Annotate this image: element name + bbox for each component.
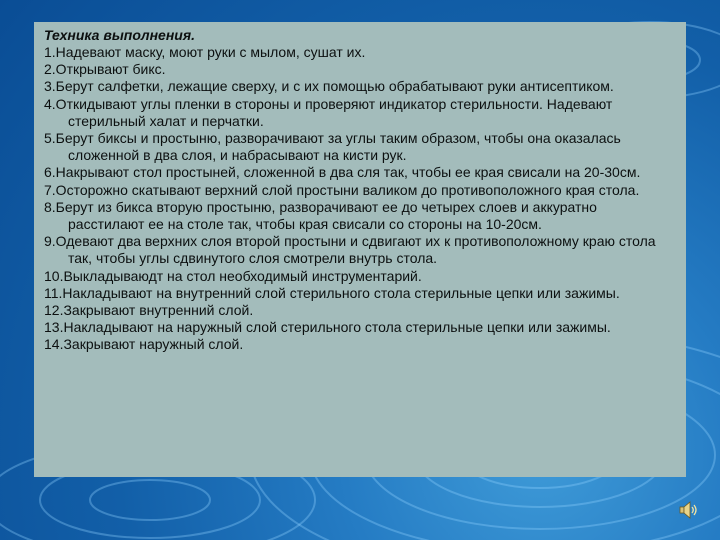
- list-item: 2.Открывают бикс.: [44, 61, 166, 78]
- list-item: 10.Выкладываюдт на стол необходимый инструментарий.: [44, 267, 422, 284]
- list-item: 6.Накрывают стол простыней, сложенной в два сля так, чтобы ее края свисали на 20-30см.: [44, 164, 641, 181]
- content-panel: [34, 22, 686, 477]
- list-item: 14.Закрывают наружный слой.: [44, 336, 244, 353]
- list-item: 7.Осторожно скатывают верхний слой простыни валиком до противоположного края стола.: [44, 181, 640, 198]
- list-item: 13.Накладывают на наружный слой стерильного стола стерильные цепки или зажимы.: [44, 319, 611, 336]
- list-item: 4.Откидывают углы пленки в стороны и проверяют индикатор стерильности. Надевают стерильный халат и перчатки.: [44, 95, 613, 129]
- list-item: 3.Берут салфетки, лежащие сверху, и с их помощью обрабатывают руки антисептиком.: [44, 78, 614, 95]
- list-item: 11.Накладывают на внутренний слой стерильного стола стерильные цепки или зажимы.: [44, 284, 620, 301]
- list-item: 8.Берут из бикса вторую простыню, разворачивают ее до четырех слоев и аккуратно расстилают ее на столе так, чтобы края свисали со стороны на 10-20см.: [44, 198, 597, 233]
- slide-title: Техника выполнения.: [44, 27, 195, 43]
- steps-list: [44, 44, 676, 354]
- list-item: 1.Надевают маску, моют руки с мылом, сушат их.: [44, 44, 366, 60]
- list-item: 5.Берут биксы и простыню, разворачивают за углы таким образом, чтобы она оказалась сложенной в два слоя, и набрасывают на кисти рук.: [44, 130, 621, 164]
- list-item: 9.Одевают два верхних слоя второй простыни и сдвигают их к противоположному краю стола так, чтобы углы сдвинутого слоя смотрели внутрь стола.: [44, 233, 656, 267]
- speaker-icon[interactable]: [677, 499, 699, 521]
- list-item: 12.Закрывают внутренний слой.: [44, 302, 254, 319]
